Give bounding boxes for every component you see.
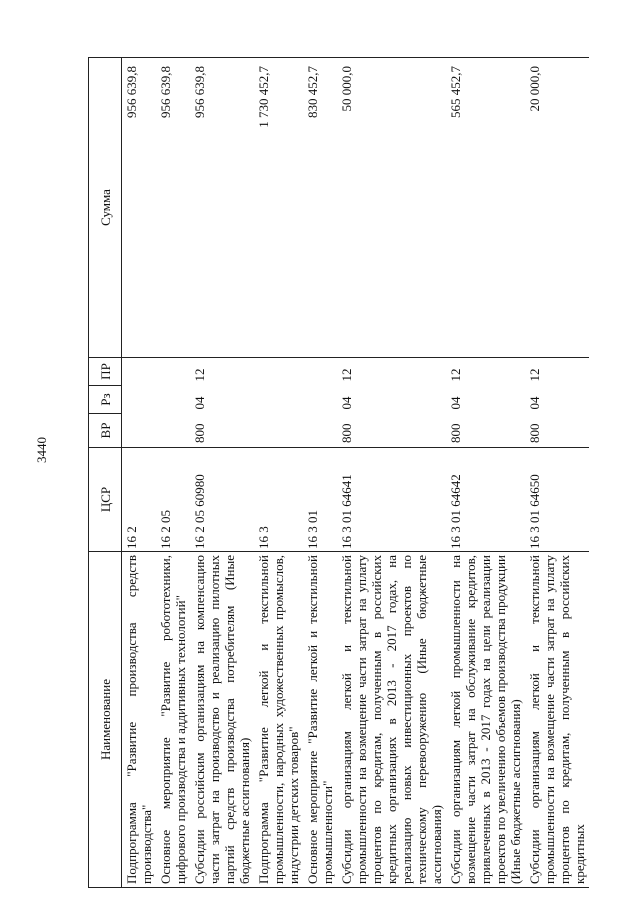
table-row [254,58,303,888]
row-vr: 800 [527,423,542,443]
row-csr: 16 3 01 64650 [525,448,589,552]
row-sum: 565 452,7 [446,58,525,358]
row-sum: 830 452,7 [303,58,337,358]
row-sum: 1 730 452,7 [254,58,303,358]
row-pr [303,358,337,386]
table-row [525,58,589,888]
table-row [122,58,157,888]
row-rz: 04 [527,396,542,410]
header-sum: Сумма [89,58,122,358]
table-row [446,58,525,888]
row-pr [156,358,190,386]
row-name: Субсидии организациям легкой и текстильной промышленности на возмещение части затрат на уплату процентов по кредитам, полученным в российских кредитных организациях в 2013 - 2017 годах, на реализацию новых инвестиционных проектов по техническому перевооружению (Иные бюджетные ассигнования) [337,552,446,888]
row-sum: 956 639,8 [156,58,190,358]
row-pr [254,358,303,386]
row-name: Основное мероприятие "Развитие легкой и текстильной промышленности" [303,552,337,888]
row-name: Субсидии организациям легкой промышленности на возмещение части затрат на обслуживание кредитов, привлеченных в 2013 - 2017 годах на цели реализации проектов по увеличению объемов производства продукции (Иные бюджетные ассигнования) [446,552,525,888]
rotated-page-content [88,58,612,888]
row-rz: 04 [448,396,463,410]
row-rz: 04 [192,396,207,410]
row-pr [122,358,157,386]
row-csr: 16 2 [122,448,157,552]
row-vr: 800 [339,423,354,443]
row-csr: 16 3 01 [303,448,337,552]
row-name: Подпрограмма "Развитие легкой и текстильной промышленности, народных художественных промыслов, индустрии детских товаров" [254,552,303,888]
row-sum: 956 639,8 [190,58,254,358]
table-row [156,58,190,888]
row-vr: 800 [192,423,207,443]
row-csr: 16 2 05 [156,448,190,552]
row-name: Субсидии организациям легкой и текстильной промышленности на возмещение части затрат на уплату процентов по кредитам, полученным в российских кредитных [525,552,589,888]
row-pr: 12 [446,358,525,386]
row-pr: 12 [525,358,589,386]
row-vr [156,414,190,448]
row-vr: 800 [448,423,463,443]
row-sum: 20 000,0 [525,58,589,358]
row-csr: 16 3 01 64642 [446,448,525,552]
row-rz: 04 [339,396,354,410]
row-csr: 16 2 05 60980 [190,448,254,552]
header-vr: ВР [89,414,122,448]
table-header-row [89,58,122,888]
row-csr: 16 3 [254,448,303,552]
table-row [337,58,446,888]
row-pr: 12 [337,358,446,386]
table-row [190,58,254,888]
header-rz: Рз [89,386,122,414]
row-sum: 50 000,0 [337,58,446,358]
row-vr [303,414,337,448]
row-rz [254,386,303,414]
row-vr [122,414,157,448]
header-name: Наименование [89,552,122,888]
row-name: Подпрограмма "Развитие производства средств производства" [122,552,157,888]
header-csr: ЦСР [89,448,122,552]
table-row [303,58,337,888]
row-rz [122,386,157,414]
page-number: 3440 [34,437,49,463]
row-name: Субсидии российским организациям на компенсацию части затрат на производство и реализацию пилотных партий средств производства потребителям (Иные бюджетные ассигнования) [190,552,254,888]
row-sum: 956 639,8 [122,58,157,358]
budget-table [88,57,589,888]
row-vr [254,414,303,448]
header-pr: ПР [89,358,122,386]
row-name: Основное мероприятие "Развитие робототехники, цифрового производства и аддитивных технологий" [156,552,190,888]
row-pr: 12 [190,358,254,386]
row-csr: 16 3 01 64641 [337,448,446,552]
row-rz [156,386,190,414]
row-rz [303,386,337,414]
